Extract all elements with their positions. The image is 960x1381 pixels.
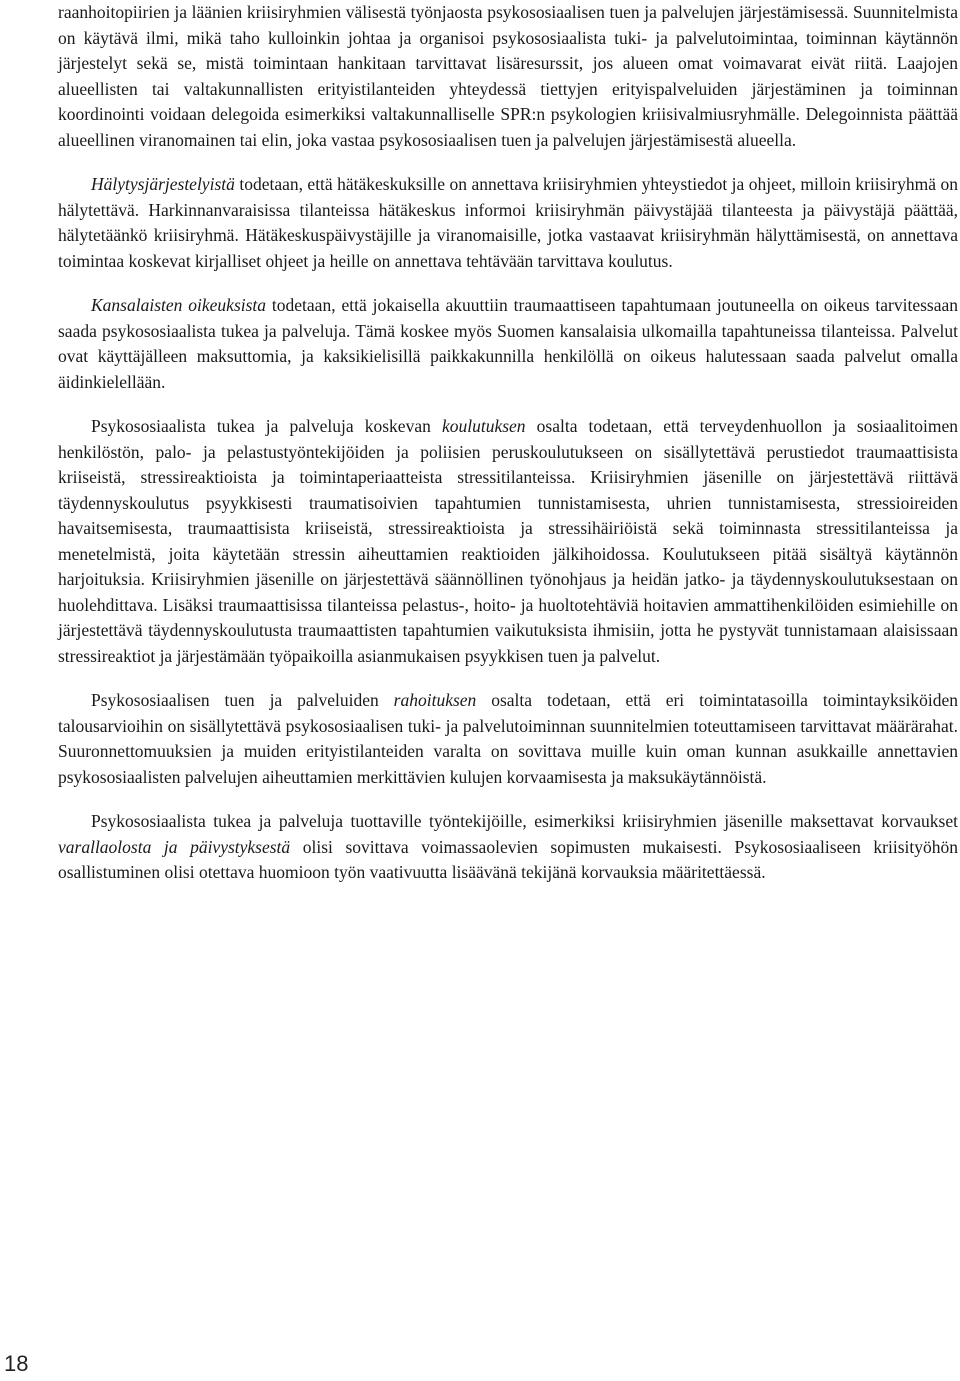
paragraph-funding <box>58 688 958 790</box>
text-run: todetaan, että hätäkeskuksille on annettava kriisiryhmien yhteystiedot ja ohjeet, milloin kriisiryhmä on hälytettävä. Harkinnanvaraisissa tilanteissa hätäkeskus informoi kriisiryhmän päivystäjää tilanteesta ja päivystäjä päättää, hälytetäänkö kriisiryhmä. Hätäkeskuspäivystäjille ja viranomaisille, jotka vastaavat kriisiryhmän hälyttämisestä, on annettava toimintaa koskevat kirjalliset ohjeet ja heille on annettava tehtävään tarvittava koulutus. <box>58 174 958 271</box>
paragraph-citizen-rights <box>58 293 958 395</box>
italic-term: Hälytysjärjestelyistä <box>91 174 235 194</box>
text-run: osalta todetaan, että terveydenhuollon ja sosiaalitoimen henkilöstön, palo- ja pelastustyöntekijöiden ja poliisien peruskoulutukseen on sisällytettävä perustiedot traumaattisista kriiseistä, stressireaktioista ja toimintaperiaatteista stressitilanteissa. Kriisiryhmien jäsenille on järjestettävä riittävä täydennyskoulutus psyykkisesti traumatisoivien tapahtumien tunnistamisesta, uhrien tunnistamisesta, stressioireiden havaitsemisesta, traumaattisista kriiseistä, stressireaktioista ja stressihäiriöistä sekä toiminnasta stressitilanteissa ja menetelmistä, joita käytetään stressin aiheuttamien reaktioiden jälkihoidossa. Koulutukseen pitää sisältyä käytännön harjoituksia. Kriisiryhmien jäsenille on järjestettävä säännöllinen työnohjaus ja heidän jatko- ja täydennyskoulutuksestaan on huolehdittava. Lisäksi traumaattisissa tilanteissa pelastus-, hoito- ja huoltotehtäviä hoitavien ammattihenkilöiden esimiehille on järjestettävä täydennyskoulutusta traumaattisten tapahtumien vaikutuksista ihmisiin, jotta he pystyvät tunnistamaan alaisissaan stressireaktiot ja järjestämään työpaikoilla asianmukaisen psyykkisen tuen ja palvelut. <box>58 416 959 666</box>
paragraph-training <box>58 414 958 669</box>
text-run: Psykososiaalisen tuen ja palveluiden <box>91 690 394 710</box>
italic-term: varallaolosta ja päivystyksestä <box>58 836 291 857</box>
text-run: todetaan, että jokaisella akuuttiin traumaattiseen tapahtumaan joutuneella on oikeus tarvitessaan saada psykososiaalista tukea ja palveluja. Tämä koskee myös Suomen kansalaisia ulkomailla tapahtuneissa tilanteissa. Palvelut ovat käyttäjälleen maksuttomia, ja kaksikielisillä paikkakunnilla henkilöllä on oikeus halutessaan saada palvelut omalla äidinkielellään. <box>58 295 959 392</box>
text-run: osalta todetaan, että eri toimintatasoilla toimintayksiköiden talousarvioihin on sisällytettävä psykososiaalisen tuki- ja palvelutoiminnan suunnitelmien toteuttamiseen tarvittavat määrärahat. Suuronnettomuuksien ja muiden erityistilanteiden varalta on sovittava muille kuin oman kunnan asukkaille annettavien psykososiaalisten palvelujen aiheuttamien merkittävien kulujen korvaamisesta ja maksukäytännöistä. <box>58 690 958 787</box>
italic-term: rahoituksen <box>393 690 477 710</box>
document-body <box>58 0 958 905</box>
page-number: 18 <box>4 1351 29 1376</box>
italic-term: koulutuksen <box>441 416 526 436</box>
paragraph-compensation <box>58 809 958 886</box>
text-run: Psykososiaalista tukea ja palveluja tuottaville työntekijöille, esimerkiksi kriisiryhmien jäsenille maksettavat korvaukset <box>91 811 958 831</box>
italic-term: Kansalaisten oikeuksista <box>91 295 267 315</box>
text-run: olisi sovittava voimassaolevien sopimusten mukaisesti. Psykososiaaliseen kriisityöhön osallistuminen olisi otettava huomioon työn vaativuutta lisäävänä tekijänä korvauksia määritettäessä. <box>58 836 958 882</box>
paragraph-continuation <box>58 0 958 153</box>
text-run: raanhoitopiirien ja läänien kriisiryhmien välisestä työnjaosta psykososiaalisen tuen ja palvelujen järjestämisessä. Suunnitelmista on käytävä ilmi, mikä taho kulloinkin johtaa ja organisoi psykososiaalista tuki- ja palvelutoimintaa, toiminnan käytännön järjestelyt sekä se, mistä toimintaan hankitaan tarvittavat lisäresurssit, jos alueen omat voimavarat eivät riitä. Laajojen alueellisten tai valtakunnallisten erityistilanteiden yhteydessä tiettyjen erityispalveluiden järjestäminen ja toiminnan koordinointi voidaan delegoida esimerkiksi valtakunnalliselle SPR:n psykologien kriisivalmiusryhmälle. Delegoinnista päättää alueellinen viranomainen tai elin, joka vastaa psykososiaalisen tuen ja palvelujen järjestämisestä alueella. <box>58 2 958 150</box>
text-run: Psykososiaalista tukea ja palveluja koskevan <box>91 416 442 436</box>
paragraph-alerting-arrangements <box>58 172 958 274</box>
